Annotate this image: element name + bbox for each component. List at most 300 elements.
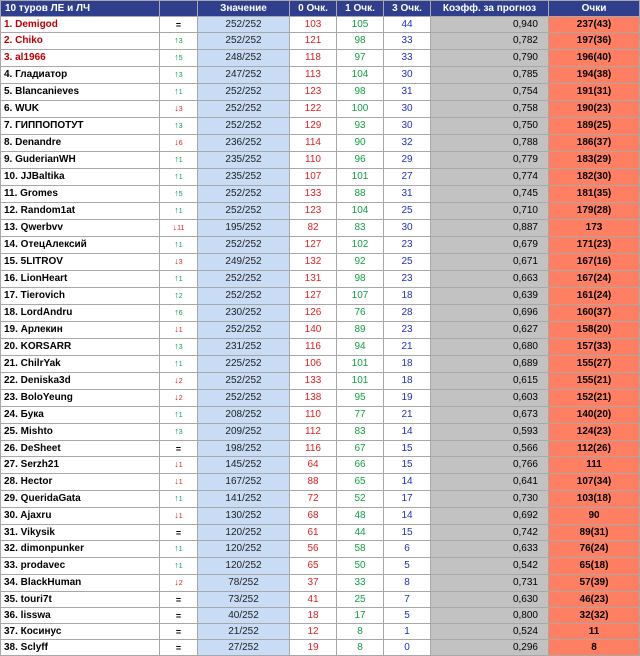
coefficient-cell: 0,566	[431, 441, 549, 457]
points-cell: 158(20)	[549, 322, 640, 339]
table-row	[1, 84, 640, 101]
arrow-up-icon: ↑	[174, 52, 179, 62]
table-row	[1, 474, 640, 491]
table-row	[1, 237, 640, 254]
coefficient-cell: 0,766	[431, 457, 549, 474]
one-point-cell: 88	[337, 186, 384, 203]
zero-points-cell: 72	[290, 491, 337, 508]
arrow-up-icon: ↑	[174, 358, 179, 368]
points-cell: 191(31)	[549, 84, 640, 101]
three-points-cell: 30	[384, 67, 431, 84]
zero-points-cell: 88	[290, 474, 337, 491]
rank-change-value: 3	[178, 72, 183, 79]
coefficient-cell: 0,692	[431, 508, 549, 525]
player-name: 9. GuderianWH	[1, 152, 160, 169]
header-three-points: 3 Очк.	[384, 1, 431, 17]
rank-change: =	[160, 441, 198, 457]
table-row	[1, 101, 640, 118]
zero-points-cell: 41	[290, 592, 337, 608]
value-cell: 120/252	[198, 525, 290, 541]
player-name: 18. LordAndru	[1, 305, 160, 322]
table-row	[1, 356, 640, 373]
three-points-cell: 28	[384, 305, 431, 322]
rank-change-value: 3	[178, 123, 183, 130]
arrow-up-icon: ↑	[174, 426, 179, 436]
value-cell: 236/252	[198, 135, 290, 152]
zero-points-cell: 116	[290, 441, 337, 457]
arrow-up-icon: ↑	[174, 69, 179, 79]
arrow-down-icon: ↓	[174, 392, 179, 402]
rank-change-value: 3	[178, 344, 183, 351]
arrow-down-icon: ↓	[174, 459, 179, 469]
zero-points-cell: 116	[290, 339, 337, 356]
value-cell: 120/252	[198, 541, 290, 558]
rank-change	[160, 305, 198, 322]
rank-change	[160, 50, 198, 67]
zero-points-cell: 133	[290, 186, 337, 203]
one-point-cell: 95	[337, 390, 384, 407]
table-row	[1, 17, 640, 33]
three-points-cell: 17	[384, 491, 431, 508]
one-point-cell: 89	[337, 322, 384, 339]
arrow-down-icon: ↓	[174, 476, 179, 486]
one-point-cell: 58	[337, 541, 384, 558]
coefficient-cell: 0,671	[431, 254, 549, 271]
rank-change	[160, 424, 198, 441]
player-name: 29. QueridaGata	[1, 491, 160, 508]
points-cell: 182(30)	[549, 169, 640, 186]
rank-change	[160, 288, 198, 305]
points-cell: 124(23)	[549, 424, 640, 441]
one-point-cell: 33	[337, 575, 384, 592]
zero-points-cell: 127	[290, 288, 337, 305]
points-cell: 112(26)	[549, 441, 640, 457]
three-points-cell: 23	[384, 237, 431, 254]
arrow-up-icon: ↑	[174, 239, 179, 249]
zero-points-cell: 82	[290, 220, 337, 237]
rank-change-value: 1	[178, 89, 183, 96]
rank-change-value: 1	[178, 276, 183, 283]
one-point-cell: 65	[337, 474, 384, 491]
points-cell: 103(18)	[549, 491, 640, 508]
rank-change-value: 2	[178, 293, 183, 300]
player-name: 26. DeSheet	[1, 441, 160, 457]
coefficient-cell: 0,788	[431, 135, 549, 152]
arrow-down-icon: ↓	[174, 510, 179, 520]
zero-points-cell: 131	[290, 271, 337, 288]
rank-change-value: 1	[178, 208, 183, 215]
value-cell: 130/252	[198, 508, 290, 525]
three-points-cell: 8	[384, 575, 431, 592]
one-point-cell: 101	[337, 169, 384, 186]
value-cell: 252/252	[198, 33, 290, 50]
points-cell: 197(36)	[549, 33, 640, 50]
rank-change-value: 1	[178, 513, 183, 520]
table-row	[1, 575, 640, 592]
coefficient-cell: 0,663	[431, 271, 549, 288]
one-point-cell: 97	[337, 50, 384, 67]
player-name: 5. Blancanieves	[1, 84, 160, 101]
value-cell: 40/252	[198, 608, 290, 624]
points-cell: 237(43)	[549, 17, 640, 33]
zero-points-cell: 65	[290, 558, 337, 575]
arrow-up-icon: ↑	[174, 188, 179, 198]
rank-change-value: 3	[178, 38, 183, 45]
coefficient-cell: 0,730	[431, 491, 549, 508]
points-cell: 111	[549, 457, 640, 474]
one-point-cell: 66	[337, 457, 384, 474]
three-points-cell: 6	[384, 541, 431, 558]
three-points-cell: 31	[384, 186, 431, 203]
value-cell: 249/252	[198, 254, 290, 271]
three-points-cell: 18	[384, 373, 431, 390]
arrow-down-icon: ↓	[174, 324, 179, 334]
value-cell: 252/252	[198, 288, 290, 305]
value-cell: 252/252	[198, 237, 290, 254]
table-row	[1, 457, 640, 474]
zero-points-cell: 106	[290, 356, 337, 373]
player-name: 13. Qwerbvv	[1, 220, 160, 237]
player-name: 35. touri7t	[1, 592, 160, 608]
table-row	[1, 152, 640, 169]
player-name: 37. Косинус	[1, 624, 160, 640]
coefficient-cell: 0,630	[431, 592, 549, 608]
three-points-cell: 14	[384, 424, 431, 441]
rank-change	[160, 169, 198, 186]
value-cell: 235/252	[198, 169, 290, 186]
rank-change	[160, 508, 198, 525]
three-points-cell: 5	[384, 558, 431, 575]
zero-points-cell: 19	[290, 640, 337, 656]
zero-points-cell: 114	[290, 135, 337, 152]
table-row	[1, 322, 640, 339]
table-row	[1, 390, 640, 407]
points-cell: 181(35)	[549, 186, 640, 203]
coefficient-cell: 0,524	[431, 624, 549, 640]
table-row	[1, 558, 640, 575]
rank-change: =	[160, 608, 198, 624]
arrow-up-icon: ↑	[174, 560, 179, 570]
rank-change	[160, 220, 198, 237]
zero-points-cell: 121	[290, 33, 337, 50]
three-points-cell: 23	[384, 271, 431, 288]
coefficient-cell: 0,779	[431, 152, 549, 169]
arrow-down-icon: ↓	[174, 103, 179, 113]
one-point-cell: 104	[337, 203, 384, 220]
rank-change	[160, 152, 198, 169]
value-cell: 231/252	[198, 339, 290, 356]
one-point-cell: 90	[337, 135, 384, 152]
three-points-cell: 31	[384, 84, 431, 101]
rank-change-value: 1	[178, 546, 183, 553]
arrow-up-icon: ↑	[174, 35, 179, 45]
zero-points-cell: 18	[290, 608, 337, 624]
value-cell: 225/252	[198, 356, 290, 373]
three-points-cell: 0	[384, 640, 431, 656]
table-row	[1, 305, 640, 322]
rank-change	[160, 84, 198, 101]
rank-change-value: 1	[178, 242, 183, 249]
rank-change	[160, 356, 198, 373]
value-cell: 21/252	[198, 624, 290, 640]
player-name: 34. BlackHuman	[1, 575, 160, 592]
rank-change	[160, 186, 198, 203]
one-point-cell: 104	[337, 67, 384, 84]
player-name: 11. Gromes	[1, 186, 160, 203]
table-row	[1, 288, 640, 305]
rank-change	[160, 474, 198, 491]
rank-change	[160, 254, 198, 271]
coefficient-cell: 0,940	[431, 17, 549, 33]
value-cell: 252/252	[198, 118, 290, 135]
arrow-up-icon: ↑	[174, 307, 179, 317]
value-cell: 141/252	[198, 491, 290, 508]
player-name: 23. BoloYeung	[1, 390, 160, 407]
player-name: 7. ГИППОПОТУТ	[1, 118, 160, 135]
coefficient-cell: 0,680	[431, 339, 549, 356]
table-row	[1, 541, 640, 558]
rank-change	[160, 118, 198, 135]
one-point-cell: 102	[337, 237, 384, 254]
player-name: 1. Demigod	[1, 17, 160, 33]
arrow-down-icon: ↓	[174, 577, 179, 587]
points-cell: 189(25)	[549, 118, 640, 135]
arrow-up-icon: ↑	[174, 205, 179, 215]
zero-points-cell: 122	[290, 101, 337, 118]
coefficient-cell: 0,887	[431, 220, 549, 237]
three-points-cell: 29	[384, 152, 431, 169]
player-name: 8. Denandre	[1, 135, 160, 152]
coefficient-cell: 0,603	[431, 390, 549, 407]
value-cell: 198/252	[198, 441, 290, 457]
rank-change-value: 1	[178, 462, 183, 469]
coefficient-cell: 0,542	[431, 558, 549, 575]
rank-change: =	[160, 17, 198, 33]
player-name: 31. Vikysik	[1, 525, 160, 541]
rank-change-value: 6	[178, 310, 183, 317]
coefficient-cell: 0,774	[431, 169, 549, 186]
arrow-up-icon: ↑	[174, 171, 179, 181]
points-cell: 161(24)	[549, 288, 640, 305]
three-points-cell: 1	[384, 624, 431, 640]
points-cell: 171(23)	[549, 237, 640, 254]
three-points-cell: 30	[384, 118, 431, 135]
rank-change	[160, 390, 198, 407]
arrow-up-icon: ↑	[174, 543, 179, 553]
player-name: 3. al1966	[1, 50, 160, 67]
rank-change-value: 2	[178, 378, 183, 385]
rank-change	[160, 558, 198, 575]
three-points-cell: 5	[384, 608, 431, 624]
arrow-up-icon: ↑	[174, 120, 179, 130]
one-point-cell: 25	[337, 592, 384, 608]
arrow-down-icon: ↓	[172, 222, 178, 232]
points-cell: 46(23)	[549, 592, 640, 608]
player-name: 2. Chiko	[1, 33, 160, 50]
one-point-cell: 17	[337, 608, 384, 624]
table-row	[1, 592, 640, 608]
points-cell: 89(31)	[549, 525, 640, 541]
table-row	[1, 254, 640, 271]
zero-points-cell: 127	[290, 237, 337, 254]
zero-points-cell: 113	[290, 67, 337, 84]
three-points-cell: 30	[384, 101, 431, 118]
player-name: 4. Гладиатор	[1, 67, 160, 84]
points-cell: 57(39)	[549, 575, 640, 592]
rank-change-value: 3	[178, 106, 183, 113]
three-points-cell: 25	[384, 203, 431, 220]
coefficient-cell: 0,627	[431, 322, 549, 339]
value-cell: 252/252	[198, 373, 290, 390]
three-points-cell: 18	[384, 356, 431, 373]
one-point-cell: 101	[337, 373, 384, 390]
one-point-cell: 94	[337, 339, 384, 356]
player-name: 17. Tierovich	[1, 288, 160, 305]
rank-change-value: 3	[178, 429, 183, 436]
three-points-cell: 19	[384, 390, 431, 407]
points-cell: 90	[549, 508, 640, 525]
rank-change-value: 5	[178, 191, 183, 198]
rank-change-value: 2	[178, 580, 183, 587]
three-points-cell: 44	[384, 17, 431, 33]
player-name: 28. Hector	[1, 474, 160, 491]
three-points-cell: 15	[384, 441, 431, 457]
rank-change	[160, 101, 198, 118]
points-cell: 155(27)	[549, 356, 640, 373]
value-cell: 195/252	[198, 220, 290, 237]
table-row	[1, 203, 640, 220]
value-cell: 252/252	[198, 390, 290, 407]
coefficient-cell: 0,679	[431, 237, 549, 254]
header-row	[1, 1, 640, 17]
rank-change	[160, 33, 198, 50]
rank-change-value: 6	[178, 140, 183, 147]
rank-change-value: 1	[178, 174, 183, 181]
player-name: 14. ОтецАлексий	[1, 237, 160, 254]
player-name: 38. Sclyff	[1, 640, 160, 656]
zero-points-cell: 56	[290, 541, 337, 558]
coefficient-cell: 0,745	[431, 186, 549, 203]
zero-points-cell: 68	[290, 508, 337, 525]
value-cell: 252/252	[198, 101, 290, 118]
points-cell: 179(28)	[549, 203, 640, 220]
rank-change-value: 1	[178, 157, 183, 164]
table-row	[1, 67, 640, 84]
three-points-cell: 27	[384, 169, 431, 186]
one-point-cell: 8	[337, 624, 384, 640]
player-name: 12. Random1at	[1, 203, 160, 220]
one-point-cell: 100	[337, 101, 384, 118]
one-point-cell: 44	[337, 525, 384, 541]
one-point-cell: 107	[337, 288, 384, 305]
three-points-cell: 21	[384, 339, 431, 356]
table-row	[1, 491, 640, 508]
player-name: 22. Deniska3d	[1, 373, 160, 390]
rank-change	[160, 575, 198, 592]
table-row	[1, 169, 640, 186]
arrow-up-icon: ↑	[174, 273, 179, 283]
value-cell: 252/252	[198, 203, 290, 220]
rank-change	[160, 67, 198, 84]
zero-points-cell: 12	[290, 624, 337, 640]
points-cell: 8	[549, 640, 640, 656]
rank-change-value: 1	[178, 327, 183, 334]
player-name: 10. JJBaltika	[1, 169, 160, 186]
value-cell: 252/252	[198, 271, 290, 288]
rank-change-value: 5	[178, 55, 183, 62]
coefficient-cell: 0,800	[431, 608, 549, 624]
value-cell: 252/252	[198, 186, 290, 203]
points-cell: 167(16)	[549, 254, 640, 271]
rank-change-value: 3	[178, 259, 183, 266]
coefficient-cell: 0,673	[431, 407, 549, 424]
table-row	[1, 135, 640, 152]
rank-change	[160, 491, 198, 508]
rank-change	[160, 237, 198, 254]
value-cell: 252/252	[198, 84, 290, 101]
one-point-cell: 96	[337, 152, 384, 169]
rank-change	[160, 407, 198, 424]
points-cell: 183(29)	[549, 152, 640, 169]
arrow-up-icon: ↑	[174, 341, 179, 351]
table-row	[1, 525, 640, 541]
three-points-cell: 23	[384, 322, 431, 339]
points-cell: 186(37)	[549, 135, 640, 152]
zero-points-cell: 64	[290, 457, 337, 474]
header-change	[160, 1, 198, 17]
three-points-cell: 14	[384, 508, 431, 525]
arrow-up-icon: ↑	[174, 86, 179, 96]
arrow-up-icon: ↑	[174, 290, 179, 300]
coefficient-cell: 0,639	[431, 288, 549, 305]
coefficient-cell: 0,750	[431, 118, 549, 135]
table-row	[1, 441, 640, 457]
zero-points-cell: 123	[290, 203, 337, 220]
points-cell: 140(20)	[549, 407, 640, 424]
value-cell: 167/252	[198, 474, 290, 491]
value-cell: 230/252	[198, 305, 290, 322]
three-points-cell: 33	[384, 50, 431, 67]
three-points-cell: 30	[384, 220, 431, 237]
coefficient-cell: 0,710	[431, 203, 549, 220]
player-name: 20. KORSARR	[1, 339, 160, 356]
header-one-point: 1 Очк.	[337, 1, 384, 17]
zero-points-cell: 138	[290, 390, 337, 407]
rank-change: =	[160, 640, 198, 656]
points-cell: 155(21)	[549, 373, 640, 390]
table-row	[1, 186, 640, 203]
one-point-cell: 98	[337, 271, 384, 288]
zero-points-cell: 112	[290, 424, 337, 441]
header-value: Значение	[198, 1, 290, 17]
arrow-up-icon: ↑	[174, 154, 179, 164]
zero-points-cell: 107	[290, 169, 337, 186]
value-cell: 27/252	[198, 640, 290, 656]
points-cell: 167(24)	[549, 271, 640, 288]
points-cell: 107(34)	[549, 474, 640, 491]
zero-points-cell: 110	[290, 152, 337, 169]
player-name: 33. prodavec	[1, 558, 160, 575]
rank-change-value: 11	[177, 225, 185, 232]
coefficient-cell: 0,689	[431, 356, 549, 373]
table-row	[1, 508, 640, 525]
value-cell: 247/252	[198, 67, 290, 84]
one-point-cell: 98	[337, 33, 384, 50]
arrow-down-icon: ↓	[174, 137, 179, 147]
table-row	[1, 271, 640, 288]
rank-change-value: 2	[178, 395, 183, 402]
zero-points-cell: 132	[290, 254, 337, 271]
